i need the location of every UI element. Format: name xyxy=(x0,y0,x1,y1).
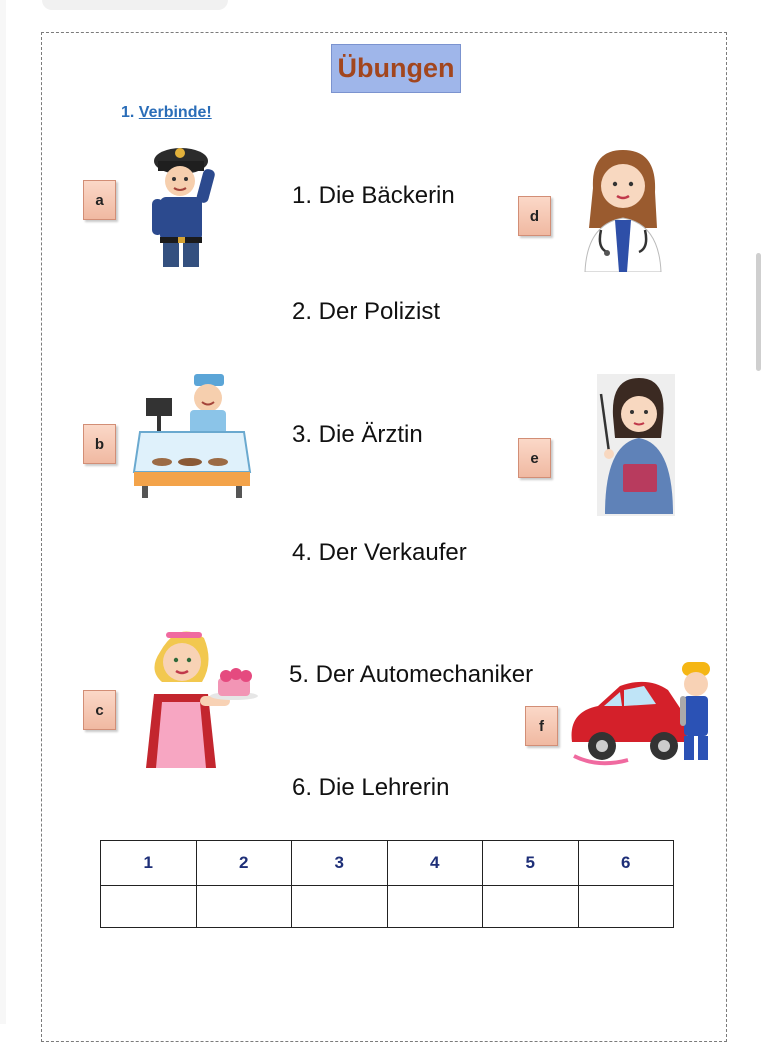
word-item-3: 3. Die Ärztin xyxy=(292,421,423,448)
answer-table-answer-row xyxy=(101,886,674,928)
page-title: Übungen xyxy=(331,44,461,93)
answer-cell-1[interactable] xyxy=(101,886,197,928)
answer-cell-5[interactable] xyxy=(483,886,579,928)
answer-header-2: 2 xyxy=(196,841,292,886)
letter-box-a: a xyxy=(83,180,116,220)
word-item-2: 2. Der Polizist xyxy=(292,298,441,325)
shop-seller-icon xyxy=(132,372,252,502)
baker-woman-icon xyxy=(140,622,260,770)
task-number: 1. xyxy=(121,104,135,121)
word-item-4: 4. Der Verkaufer xyxy=(292,539,467,566)
answer-header-6: 6 xyxy=(578,841,674,886)
car-mechanic-icon xyxy=(568,660,716,768)
police-officer-icon xyxy=(148,137,218,269)
window-edge xyxy=(0,0,6,1024)
teacher-woman-icon xyxy=(597,374,675,516)
task-heading xyxy=(121,104,212,122)
answer-header-4: 4 xyxy=(387,841,483,886)
top-bar xyxy=(42,0,228,10)
letter-box-d: d xyxy=(518,196,551,236)
letter-box-c: c xyxy=(83,690,116,730)
answer-cell-6[interactable] xyxy=(578,886,674,928)
word-item-6: 6. Die Lehrerin xyxy=(292,774,450,801)
answer-header-5: 5 xyxy=(483,841,579,886)
answer-table xyxy=(100,840,674,928)
scrollbar[interactable] xyxy=(756,253,761,371)
letter-box-e: e xyxy=(518,438,551,478)
letter-box-f: f xyxy=(525,706,558,746)
answer-cell-3[interactable] xyxy=(292,886,388,928)
task-label: Verbinde! xyxy=(138,104,212,121)
answer-header-3: 3 xyxy=(292,841,388,886)
word-item-5: 5. Der Automechaniker xyxy=(289,661,534,688)
letter-box-b: b xyxy=(83,424,116,464)
answer-header-1: 1 xyxy=(101,841,197,886)
word-item-1: 1. Die Bäckerin xyxy=(292,182,455,209)
doctor-woman-icon xyxy=(583,148,663,272)
answer-table-header-row xyxy=(101,841,674,886)
answer-cell-2[interactable] xyxy=(196,886,292,928)
answer-cell-4[interactable] xyxy=(387,886,483,928)
